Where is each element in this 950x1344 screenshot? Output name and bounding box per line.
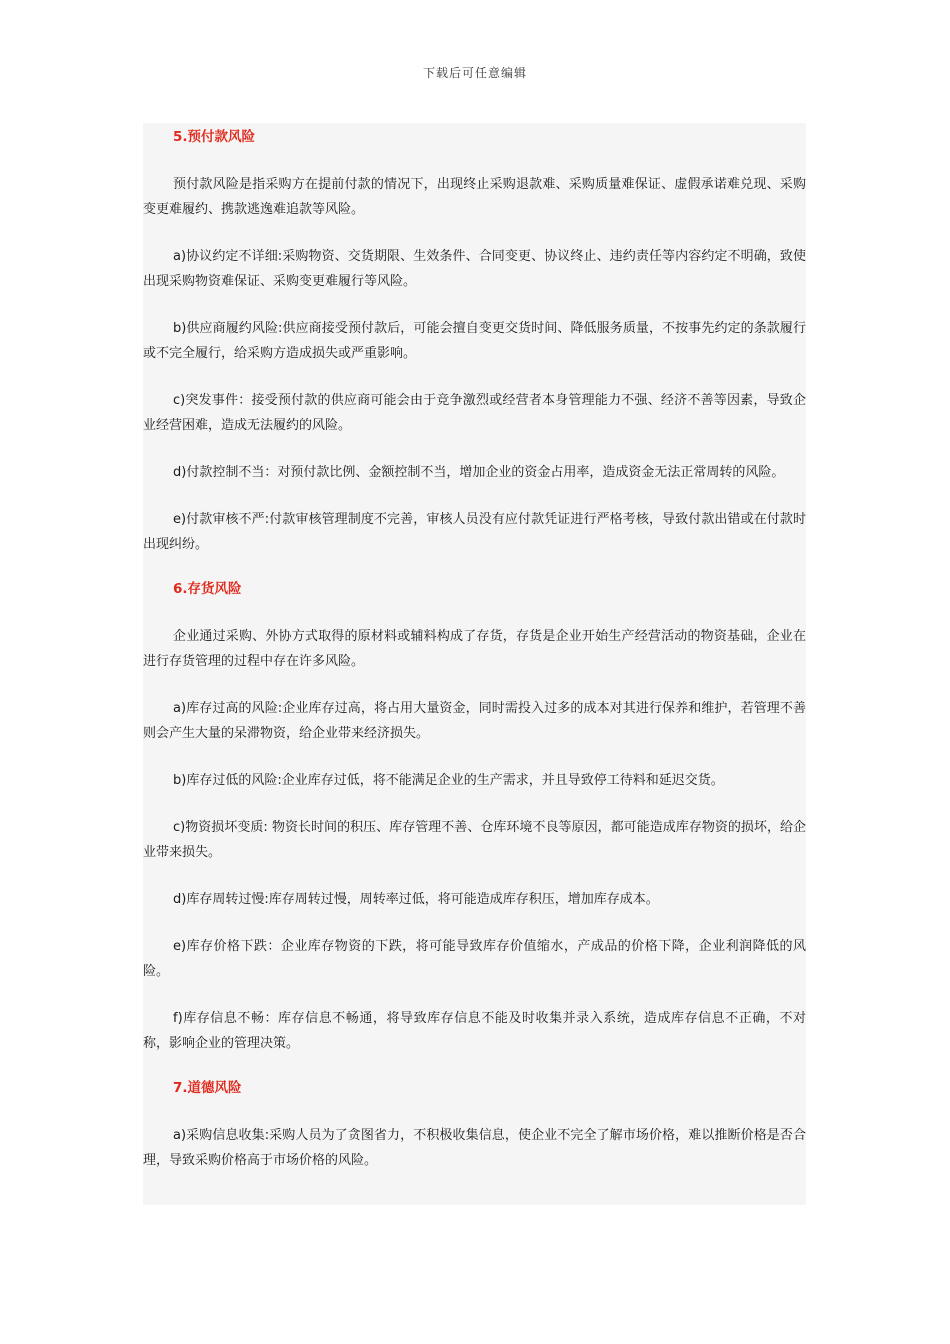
- section-intro-inventory: 企业通过采购、外协方式取得的原材料或辅料构成了存货，存货是企业开始生产经营活动的物资基础，企业在进行存货管理的过程中存在许多风险。: [143, 629, 806, 669]
- risk-item: e)库存价格下跌：企业库存物资的下跌，将可能导致库存价值缩水，产成品的价格下降，企业利润降低的风险。: [143, 939, 806, 979]
- risk-item: a)库存过高的风险:企业库存过高，将占用大量资金，同时需投入过多的成本对其进行保养和维护，若管理不善则会产生大量的呆滞物资，给企业带来经济损失。: [143, 701, 806, 741]
- document-body: [143, 123, 806, 1173]
- risk-item: c)物资损坏变质: 物资长时间的积压、库存管理不善、仓库环境不良等原因，都可能造成库存物资的损坏，给企业带来损失。: [143, 820, 806, 860]
- section-intro-prepayment: 预付款风险是指采购方在提前付款的情况下，出现终止采购退款难、采购质量难保证、虚假承诺难兑现、采购变更难履约、携款逃逸难追款等风险。: [143, 177, 806, 217]
- risk-item: a)采购信息收集:采购人员为了贪图省力，不积极收集信息，使企业不完全了解市场价格，难以推断价格是否合理，导致采购价格高于市场价格的风险。: [143, 1128, 806, 1168]
- section-heading-inventory-risk: 6.存货风险: [173, 581, 242, 597]
- page-header: 下载后可任意编辑: [422, 66, 527, 80]
- section-heading-moral-risk: 7.道德风险: [173, 1080, 242, 1096]
- risk-item: f)库存信息不畅：库存信息不畅通，将导致库存信息不能及时收集并录入系统，造成库存信息不正确，不对称，影响企业的管理决策。: [143, 1011, 806, 1051]
- risk-item: b)供应商履约风险:供应商接受预付款后，可能会擅自变更交货时间、降低服务质量，不按事先约定的条款履行或不完全履行，给采购方造成损失或严重影响。: [143, 321, 806, 361]
- risk-item: e)付款审核不严:付款审核管理制度不完善，审核人员没有应付款凭证进行严格考核，导致付款出错或在付款时出现纠纷。: [143, 512, 806, 552]
- risk-item: c)突发事件：接受预付款的供应商可能会由于竞争激烈或经营者本身管理能力不强、经济不善等因素，导致企业经营困难，造成无法履约的风险。: [143, 393, 806, 433]
- section-heading-prepayment-risk: 5.预付款风险: [173, 129, 256, 145]
- risk-item: d)库存周转过慢:库存周转过慢，周转率过低，将可能造成库存积压，增加库存成本。: [173, 892, 659, 907]
- risk-item: a)协议约定不详细:采购物资、交货期限、生效条件、合同变更、协议终止、违约责任等内容约定不明确，致使出现采购物资难保证、采购变更难履行等风险。: [143, 249, 806, 289]
- risk-item: b)库存过低的风险:企业库存过低，将不能满足企业的生产需求，并且导致停工待料和延迟交货。: [173, 773, 724, 788]
- risk-item: d)付款控制不当：对预付款比例、金额控制不当，增加企业的资金占用率，造成资金无法正常周转的风险。: [173, 465, 785, 480]
